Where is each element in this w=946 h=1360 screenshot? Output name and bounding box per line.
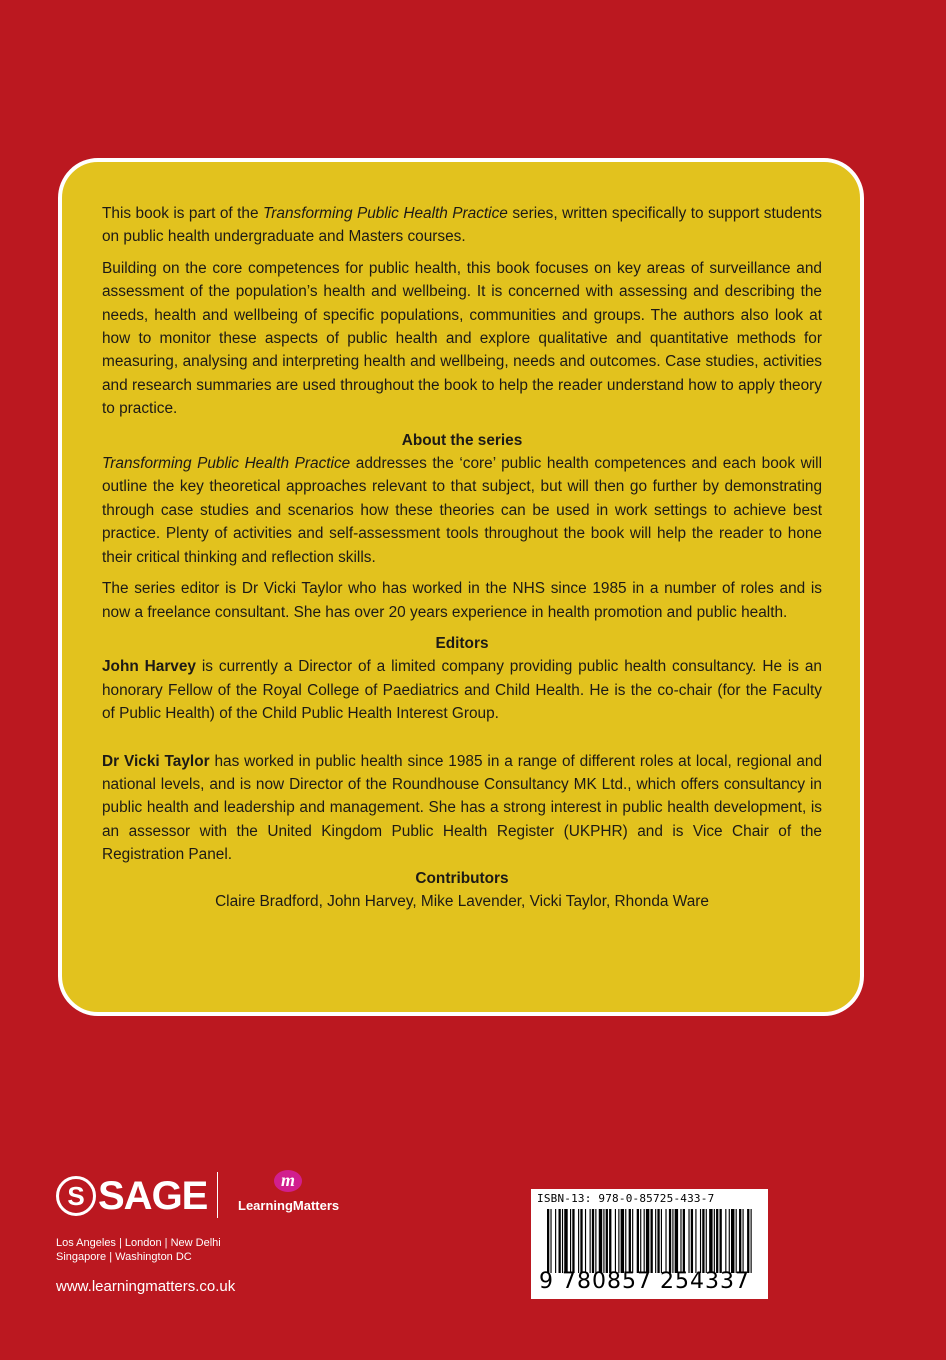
barcode-bar	[592, 1209, 594, 1273]
editor-bio-vicki-taylor	[102, 750, 822, 867]
editor-name: Dr Vicki Taylor	[102, 752, 210, 770]
logo-divider	[217, 1172, 218, 1218]
barcode-bar	[564, 1209, 567, 1273]
barcode-bar	[618, 1209, 619, 1273]
barcode-bar	[609, 1209, 611, 1273]
sage-logo	[56, 1172, 207, 1220]
sage-wordmark: SAGE	[98, 1174, 208, 1218]
barcode-bar	[606, 1209, 608, 1273]
publisher-cities	[56, 1236, 221, 1264]
barcode-bar	[578, 1209, 579, 1273]
intro-text-start: This book is part of the	[102, 205, 263, 222]
barcode-bar	[706, 1209, 707, 1273]
barcode-bar	[570, 1209, 571, 1273]
about-series-paragraph	[102, 452, 822, 569]
spacer	[102, 726, 822, 750]
barcode-bar	[629, 1209, 631, 1273]
barcode-bar	[736, 1209, 737, 1273]
barcode-bar	[739, 1209, 741, 1273]
intro-series-title: Transforming Public Health Practice	[263, 205, 508, 222]
barcode-digits: 9 780857 254337	[539, 1269, 750, 1294]
barcode-bar	[702, 1209, 704, 1273]
barcode-bar	[625, 1209, 626, 1273]
editors-heading: Editors	[435, 634, 489, 652]
barcode-bar	[695, 1209, 696, 1273]
barcode-bar	[669, 1209, 671, 1273]
series-name: Transforming Public Health Practice	[102, 455, 351, 473]
barcode-bar	[580, 1209, 582, 1273]
barcode-bar	[562, 1209, 563, 1273]
barcode-bar	[590, 1209, 591, 1273]
barcode-bar	[675, 1209, 678, 1273]
barcode-bar	[716, 1209, 718, 1273]
barcode-bar	[572, 1209, 574, 1273]
barcode-bar	[555, 1209, 556, 1273]
publisher-website: www.learningmatters.co.uk	[56, 1278, 236, 1295]
barcode-bar	[651, 1209, 653, 1273]
editor-bio-text: is currently a Director of a limited company providing public health consultancy. He is an honorary Fellow of the Royal College of Paediatrics and Child Health. He is the co-chair (for the Faculty of Public Health) of the Child Public Health Interest Group.	[102, 658, 822, 723]
barcode-bar	[632, 1209, 633, 1273]
series-editor-note: The series editor is Dr Vicki Taylor who has worked in the NHS since 1985 in a number of roles and is now a freelance consultant. She has over 20 years experience in health promotion and public health.	[102, 580, 822, 621]
learning-matters-logo	[238, 1170, 348, 1220]
barcode-bar	[714, 1209, 715, 1273]
barcode-bars	[547, 1209, 753, 1273]
barcode-bar	[595, 1209, 596, 1273]
isbn-label: ISBN-13: 978-0-85725-433-7	[537, 1192, 715, 1205]
barcode-bar	[585, 1209, 586, 1273]
editor-bio-john-harvey	[102, 655, 822, 725]
barcode-bar	[657, 1209, 659, 1273]
book-description: Building on the core competences for public health, this book focuses on key areas of surveillance and assessment of the population’s health and wellbeing. It is concerned with assessing and describing the needs, health and wellbeing of specific populations, communities and groups. The authors also look at how to monitor these aspects of public health and explore qualitative and quantitative methods for measuring, analysing and interpreting health and wellbeing, needs and outcomes. Case studies, activities and research summaries are used throughout the book to help the reader understand how to apply theory to practice.	[102, 259, 822, 418]
barcode-bar	[559, 1209, 561, 1273]
barcode-bar	[547, 1209, 549, 1273]
contributors-list: Claire Bradford, John Harvey, Mike Lavender, Vicki Taylor, Rhonda Ware	[215, 892, 709, 910]
intro-paragraph	[102, 202, 822, 249]
barcode-bar	[644, 1209, 645, 1273]
isbn-barcode	[531, 1189, 768, 1299]
blurb-text	[102, 202, 822, 913]
barcode-bar	[603, 1209, 604, 1273]
barcode-bar	[599, 1209, 602, 1273]
blurb-panel	[58, 158, 864, 1016]
barcode-bar	[709, 1209, 712, 1273]
intro-text-end: series, written specifically to support students on public health undergraduate and Masters courses.	[102, 205, 822, 246]
editor-bio-text: has worked in public health since 1985 in a range of different roles at local, regional and national levels, and is now Director of the Roundhouse Consultancy MK Ltd., which offers consultancy in public health and leadership and management. She has a strong interest in public health development, is an assessor with the United Kingdom Public Health Register (UKPHR) and is Vice Chair of the Registration Panel.	[102, 752, 823, 864]
barcode-bar	[751, 1209, 752, 1273]
barcode-bar	[683, 1209, 685, 1273]
barcode-bar	[731, 1209, 734, 1273]
contributors-heading: Contributors	[415, 869, 509, 887]
barcode-bar	[747, 1209, 749, 1273]
barcode-bar	[665, 1209, 666, 1273]
barcode-bar	[691, 1209, 693, 1273]
learning-matters-emblem: m	[274, 1170, 302, 1192]
barcode-bar	[550, 1209, 551, 1273]
barcode-bar	[729, 1209, 730, 1273]
barcode-bar	[621, 1209, 624, 1273]
barcode-bar	[640, 1209, 641, 1273]
about-series-text: addresses the ‘core’ public health competences and each book will outline the key theoretical approaches relevant to that subject, but will then go further by demonstrating through case studies and scenarios how these theories can be used in work settings to achieve best practice. Plenty of activities and self-assessment tools throughout the book will help the reader to hone their critical thinking and reflection skills.	[102, 455, 822, 566]
cities-line: Los Angeles | London | New Delhi	[56, 1237, 221, 1249]
barcode-bar	[680, 1209, 681, 1273]
barcode-bar	[646, 1209, 649, 1273]
barcode-bar	[661, 1209, 662, 1273]
barcode-bar	[743, 1209, 744, 1273]
barcode-bar	[655, 1209, 656, 1273]
barcode-bar	[725, 1209, 726, 1273]
barcode-bar	[672, 1209, 673, 1273]
barcode-bar	[615, 1209, 616, 1273]
barcode-bar	[700, 1209, 701, 1273]
barcode-bar	[637, 1209, 639, 1273]
editor-name: John Harvey	[102, 658, 196, 676]
cities-line: Singapore | Washington DC	[56, 1251, 192, 1263]
barcode-bar	[720, 1209, 722, 1273]
learning-matters-wordmark: LearningMatters	[238, 1198, 340, 1213]
about-series-heading: About the series	[401, 431, 523, 449]
sage-emblem: S	[56, 1176, 96, 1216]
barcode-bar	[688, 1209, 689, 1273]
